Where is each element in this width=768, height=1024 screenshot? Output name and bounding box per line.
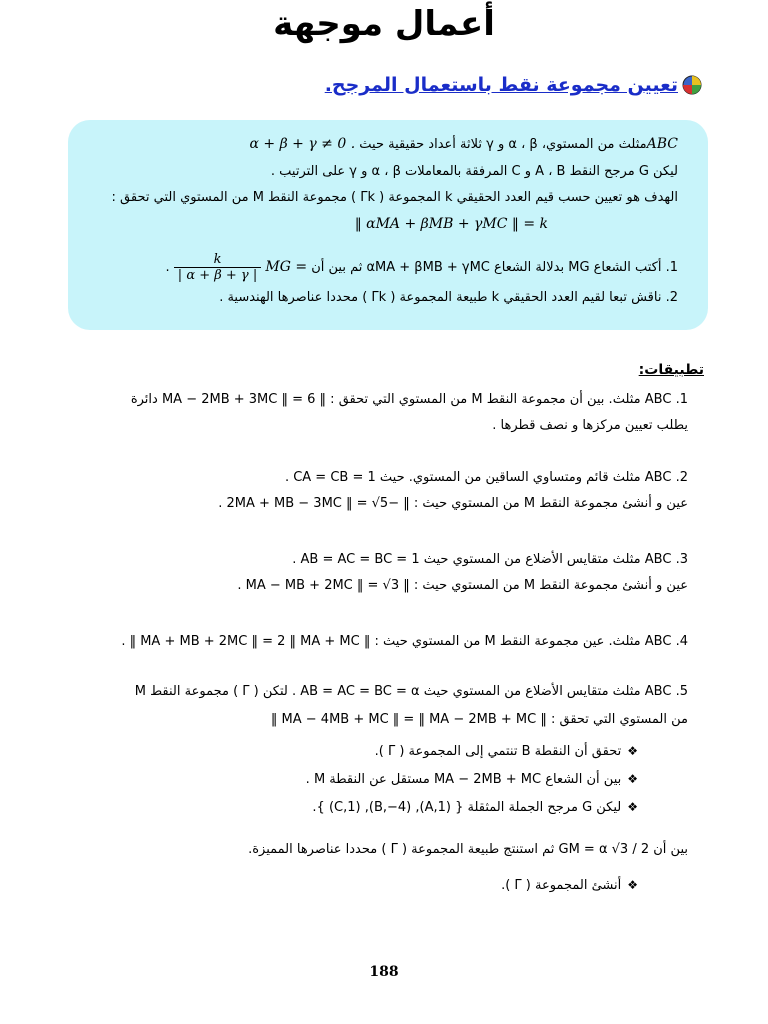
exercise-5-line-6: بين أن GM = α √3 / 2 ثم استنتج طبيعة المجموعة ( Γ ) محددا عناصرها المميزة. [248, 842, 688, 857]
page-title: أعمال موجهة [273, 4, 495, 44]
box-line-1: ABCمثلث من المستوي، α ، β و γ ثلاثة أعداد حقيقية حيث α + β + γ ≠ 0 . [249, 136, 678, 152]
exercise-2-line-1: 2. ABC مثلث قائم ومتساوي الساقين من المستوي. حيث CA = CB = 1 . [284, 470, 688, 485]
exercise-1-line-2: يطلب تعيين مركزها و نصف قطرها . [492, 418, 688, 433]
box-line-3: الهدف هو تعيين حسب قيم العدد الحقيقي k المجموعة ( Γk ) مجموعة النقط M من المستوي التي تحقق : [111, 190, 678, 205]
exercise-3-line-2: عين و أنشئ مجموعة النقط M من المستوي حيث : ‖ MA − MB + 2MC ‖ = √3 . [237, 578, 688, 593]
section-heading [325, 74, 702, 96]
section-heading-text: تعيين مجموعة نقط باستعمال المرجح. [324, 74, 678, 96]
applications-heading: تطبيقات: [638, 362, 704, 378]
box-question-1: 1. أكتب الشعاع MG بدلالة الشعاع αMA + βMB + γMC ثم بين أن MG = $\frac{k}{| \alpha + \beta + \gamma |}$ . [165, 252, 678, 283]
page-number: 188 [369, 964, 399, 980]
exercise-1-line-1: 1. ABC مثلث. بين أن مجموعة النقط M من المستوي التي تحقق : ‖ MA − 2MB + 3MC ‖ = 6 دائرة [130, 392, 688, 407]
exercise-5-bullet-1: ❖تحقق أن النقطة B تنتمي إلى المجموعة ( Γ ). [374, 744, 638, 759]
exercise-5-bullet-4: ❖أنشئ المجموعة ( Γ ). [501, 878, 638, 893]
exercise-5-bullet-3: ❖ليكن G مرجح الجملة المثقلة { (A,1), (B,−4), (C,1) }. [312, 800, 638, 815]
exercise-5-bullet-2: ❖بين أن الشعاع MA − 2MB + MC مستقل عن النقطة M . [305, 772, 638, 787]
box-question-2: 2. ناقش تبعا لقيم العدد الحقيقي k طبيعة المجموعة ( Γk ) محددا عناصرها الهندسية . [219, 290, 678, 305]
diamond-bullet-icon: ❖ [627, 878, 638, 892]
globe-icon [682, 75, 702, 95]
exercise-5-line-1: 5. ABC مثلث متقايس الأضلاع من المستوي حيث AB = AC = BC = α . لتكن ( Γ ) مجموعة النقط M [134, 684, 688, 699]
box-line-4: ‖ αMA + βMB + γMC ‖ = k [354, 216, 548, 232]
exercise-4-line-1: 4. ABC مثلث. عين مجموعة النقط M من المستوي حيث : ‖ MA + MB + 2MC ‖ = 2 ‖ MA + MC ‖ . [121, 634, 688, 649]
diamond-bullet-icon: ❖ [627, 772, 638, 786]
box-line-2: ليكن G مرجح النقط A ، B و C المرفقة بالمعاملات α ، β و γ على الترتيب . [270, 164, 678, 179]
exercise-2-line-2: عين و أنشئ مجموعة النقط M من المستوي حيث : ‖ −2MA + MB − 3MC ‖ = √5 . [218, 496, 688, 511]
mg-fraction: $\frac{k}{| \alpha + \beta + \gamma |}$ [174, 252, 261, 283]
diamond-bullet-icon: ❖ [627, 800, 638, 814]
diamond-bullet-icon: ❖ [627, 744, 638, 758]
exercise-5-line-2: من المستوي التي تحقق : ‖ MA − 4MB + MC ‖ = ‖ MA − 2MB + MC ‖ [270, 712, 688, 727]
exercise-3-line-1: 3. ABC مثلث متقايس الأضلاع من المستوي حيث AB = AC = BC = 1 . [292, 552, 688, 567]
